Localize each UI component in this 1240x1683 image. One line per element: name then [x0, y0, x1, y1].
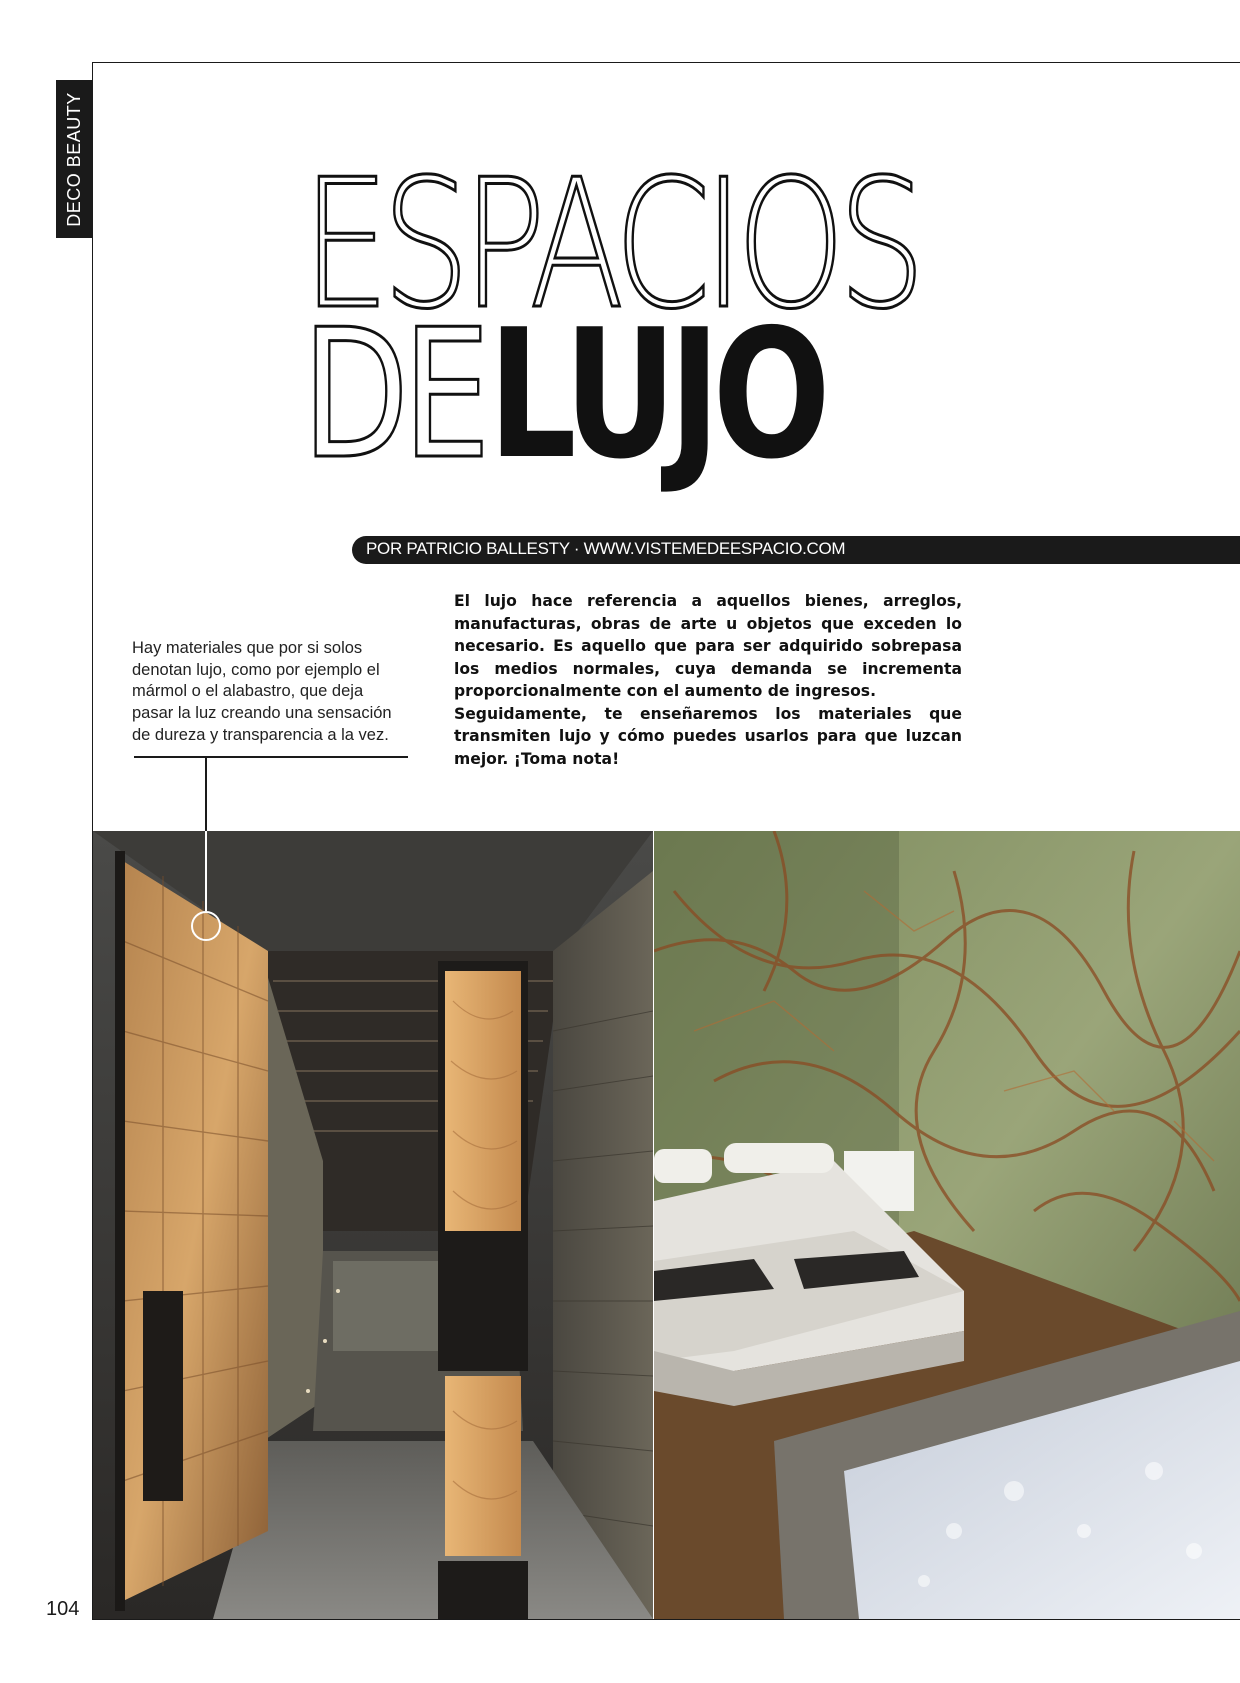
photo-caption: Hay materiales que por si solos denotan lujo, como por ejemplo el mármol o el alabastro, que deja pasar la luz creando una sensación de dureza y transparencia a la vez. [132, 639, 392, 744]
title-word-de: DE [302, 291, 485, 498]
caption-rule [134, 756, 408, 758]
section-tab [56, 80, 92, 238]
intro-text [454, 590, 962, 770]
byline-text: POR PATRICIO BALLESTY · WWW.VISTEMEDEESPACIO.COM [366, 539, 846, 558]
section-label: DECO BEAUTY [63, 91, 84, 227]
intro-paragraph-2: Seguidamente, te enseñaremos los materiales que transmiten lujo y cómo puedes usarlos para que luzcan mejor. ¡Toma nota! [454, 704, 962, 768]
photo-alabaster-entrance [93, 831, 653, 1619]
callout-line [205, 757, 207, 831]
title-line-2 [302, 291, 942, 498]
photo-marble-spa [654, 831, 1240, 1619]
page-frame-bottom [92, 1619, 1240, 1620]
byline-bar [352, 536, 1240, 564]
callout-line-photo [205, 831, 207, 911]
article-title [302, 141, 1122, 498]
page-frame-top [92, 62, 1240, 63]
title-word-lujo: LUJO [488, 291, 823, 498]
intro-paragraph-1: El lujo hace referencia a aquellos bienes, arreglos, manufacturas, obras de arte u objetos que exceden lo necesario. Es aquello que para ser adquirido sobrepasa los medios normales, cuya demanda se incrementa proporcionalmente con el aumento de ingresos. [454, 592, 962, 700]
title-line-1: ESPACIOS [302, 141, 919, 348]
page-number: 104 [46, 1598, 80, 1620]
callout-circle [191, 911, 221, 941]
